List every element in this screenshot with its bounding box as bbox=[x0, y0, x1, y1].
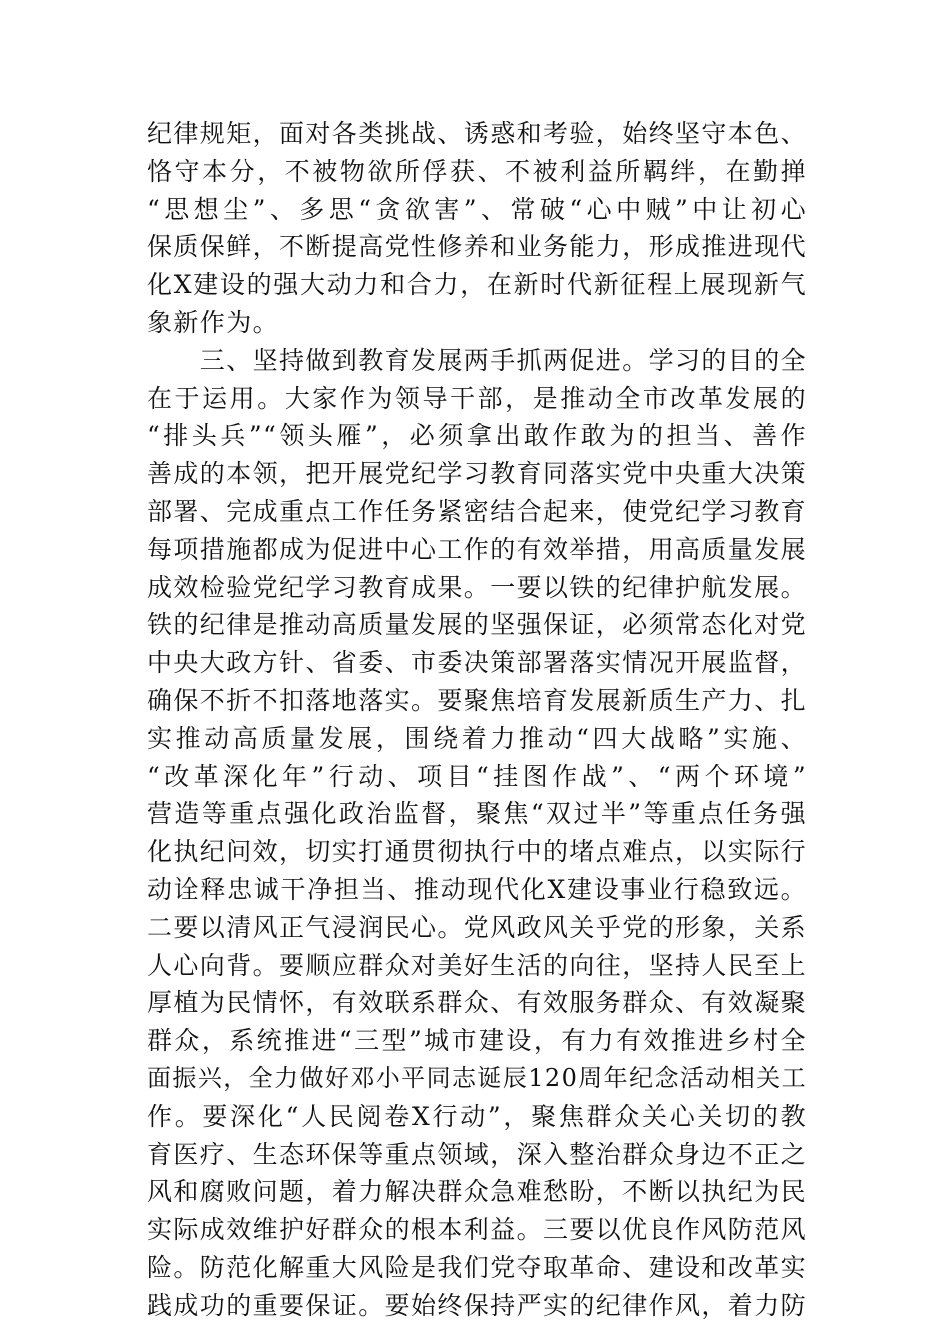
text-line: 铁的纪律是推动高质量发展的坚强保证，必须常态化对党 bbox=[147, 610, 808, 640]
text-line: 在于运用。大家作为领导干部，是推动全市改革发展的 bbox=[147, 383, 807, 413]
text-line: 动诠释忠诚干净担当、推动现代化X建设事业行稳致远。 bbox=[147, 874, 807, 904]
text-line: 确保不折不扣落地落实。要聚焦培育发展新质生产力、扎 bbox=[147, 685, 808, 715]
text-line: 育医疗、生态环保等重点领域，深入整治群众身边不正之 bbox=[147, 1139, 808, 1169]
text-line: 践成功的重要保证。要始终保持严实的纪律作风，着力防 bbox=[147, 1290, 808, 1320]
text-line: 成效检验党纪学习教育成果。一要以铁的纪律护航发展。 bbox=[147, 572, 808, 602]
text-line: 二要以清风正气浸润民心。党风政风关乎党的形象，关系 bbox=[147, 912, 808, 942]
text-line: 化X建设的强大动力和合力，在新时代新征程上展现新气 bbox=[147, 270, 807, 300]
text-line: 实推动高质量发展，围绕着力推动“四大战略”实施、 bbox=[147, 723, 807, 753]
text-line: 善成的本领，把开展党纪学习教育同落实党中央重大决策 bbox=[147, 459, 808, 489]
text-line: 部署、完成重点工作任务紧密结合起来，使党纪学习教育 bbox=[147, 496, 808, 526]
text-line: 中央大政方针、省委、市委决策部署落实情况开展监督， bbox=[147, 648, 808, 678]
text-line: 实际成效维护好群众的根本利益。三要以优良作风防范风 bbox=[147, 1215, 808, 1245]
text-line: 化执纪问效，切实打通贯彻执行中的堵点难点，以实际行 bbox=[147, 837, 808, 867]
text-line: 险。防范化解重大风险是我们党夺取革命、建设和改革实 bbox=[147, 1252, 808, 1282]
text-line: 每项措施都成为促进中心工作的有效举措，用高质量发展 bbox=[147, 534, 808, 564]
text-line: 营造等重点强化政治监督，聚焦“双过半”等重点任务强 bbox=[147, 799, 807, 829]
text-line: 象新作为。 bbox=[147, 307, 280, 337]
text-line: 保质保鲜，不断提高党性修养和业务能力，形成推进现代 bbox=[147, 232, 808, 262]
text-line: “思想尘”、多思“贪欲害”、常破“心中贼”中让初心 bbox=[147, 194, 807, 224]
text-line: 厚植为民情怀，有效联系群众、有效服务群众、有效凝聚 bbox=[147, 988, 808, 1018]
text-line: 风和腐败问题，着力解决群众急难愁盼，不断以执纪为民 bbox=[147, 1177, 808, 1207]
text-line: 群众，系统推进“三型”城市建设，有力有效推进乡村全 bbox=[147, 1026, 807, 1056]
text-line: 作。要深化“人民阅卷X行动”，聚焦群众关心关切的教 bbox=[147, 1101, 807, 1131]
text-line: 纪律规矩，面对各类挑战、诱惑和考验，始终坚守本色、 bbox=[147, 119, 808, 148]
text-line: 面振兴，全力做好邓小平同志诞辰120周年纪念活动相关工 bbox=[147, 1063, 807, 1092]
text-line: 人心向背。要顺应群众对美好生活的向往，坚持人民至上 bbox=[147, 950, 808, 980]
body-paragraphs bbox=[147, 115, 807, 1325]
text-line: “排头兵”“领头雁”，必须拿出敢作敢为的担当、善作 bbox=[147, 421, 807, 451]
text-line: “改革深化年”行动、项目“挂图作战”、“两个环境” bbox=[147, 761, 807, 791]
text-line: 三、坚持做到教育发展两手抓两促进。学习的目的全 bbox=[147, 345, 808, 375]
text-line: 恪守本分，不被物欲所俘获、不被利益所羁绊，在勤掸 bbox=[147, 156, 807, 186]
